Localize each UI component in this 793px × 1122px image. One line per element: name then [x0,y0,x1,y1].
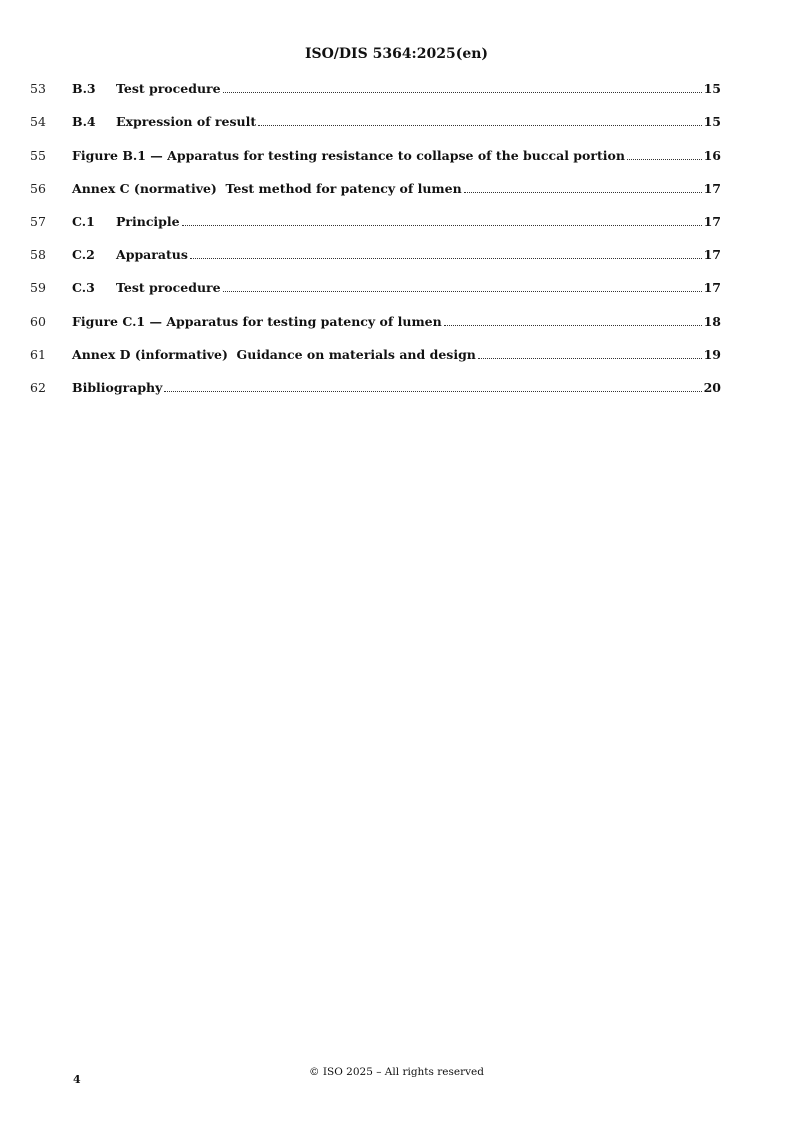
line-number: 62 [30,380,46,395]
entry-title: Figure B.1 — Apparatus for testing resistance to collapse of the buccal portion [72,148,625,163]
line-number: 53 [30,81,46,96]
toc-entry[interactable] [0,211,793,233]
page-ref: 15 [703,81,721,96]
line-number: 58 [30,247,46,262]
section-number: C.2 [72,247,95,262]
entry-title: Figure C.1 — Apparatus for testing patency of lumen [72,314,442,329]
entry-title: Test procedure [116,81,221,96]
page-header-title: ISO/DIS 5364:2025(en) [304,46,489,62]
section-number: C.1 [72,214,95,229]
entry-title: Expression of result [116,114,257,129]
page-number: 4 [73,1073,81,1086]
line-number: 61 [30,347,46,362]
line-number: 54 [30,114,46,129]
toc-entry[interactable] [0,344,793,366]
entry-title: Bibliography [72,380,163,395]
section-number: B.3 [72,81,96,96]
leader-dots [627,149,702,160]
toc-entry[interactable] [0,145,793,167]
leader-dots [478,348,702,359]
section-number: C.3 [72,280,95,295]
toc-entry[interactable] [0,244,793,266]
toc-entry[interactable] [0,277,793,299]
page-ref: 17 [703,280,721,295]
leader-dots [190,248,702,259]
leader-dots [258,115,701,126]
entry-title: Apparatus [116,247,188,262]
leader-dots [182,215,702,226]
copyright-notice: © ISO 2025 – All rights reserved [309,1066,484,1078]
page-ref: 20 [703,380,721,395]
page-ref: 17 [703,247,721,262]
page-ref: 16 [703,148,721,163]
line-number: 56 [30,181,46,196]
leader-dots [223,82,702,93]
page-ref: 19 [703,347,721,362]
page-ref: 15 [703,114,721,129]
page-ref: 17 [703,214,721,229]
page-ref: 18 [703,314,721,329]
toc-entry[interactable] [0,377,793,399]
line-number: 59 [30,280,46,295]
leader-dots [164,381,701,392]
toc-entry[interactable] [0,311,793,333]
leader-dots [464,182,702,193]
entry-title: Annex D (informative) Guidance on materials and design [72,347,476,362]
line-number: 57 [30,214,46,229]
line-number: 60 [30,314,46,329]
page-ref: 17 [703,181,721,196]
entry-title: Test procedure [116,280,221,295]
toc-entry[interactable] [0,111,793,133]
entry-title: Principle [116,214,180,229]
leader-dots [223,281,702,292]
toc-entry[interactable] [0,78,793,100]
line-number: 55 [30,148,46,163]
entry-title: Annex C (normative) Test method for patency of lumen [72,181,462,196]
toc-entry[interactable] [0,178,793,200]
leader-dots [444,315,702,326]
section-number: B.4 [72,114,96,129]
